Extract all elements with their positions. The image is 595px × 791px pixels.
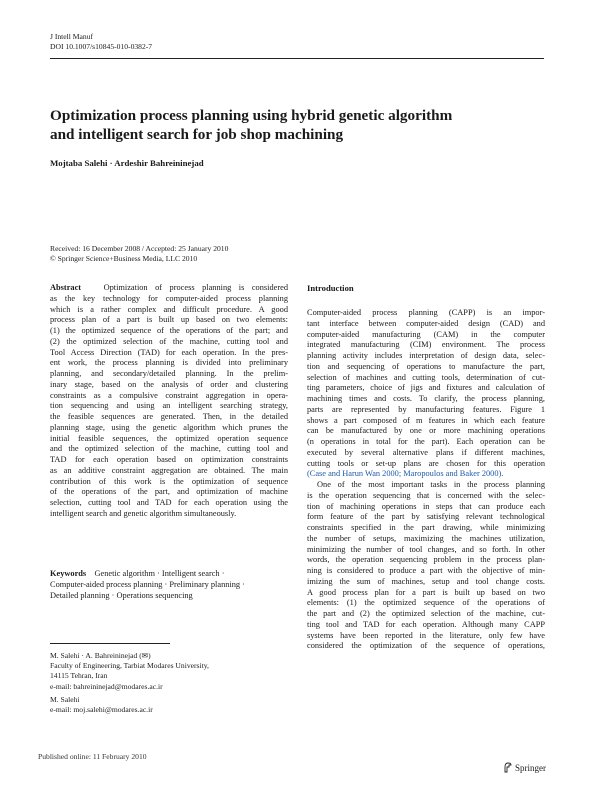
abstract-line: planning stage, using the genetic algorithm which prunes the (50, 422, 288, 432)
abstract-line: selection, cutting tool and TAD for each operation using the (50, 498, 288, 507)
body-line: can be manufactured by one or more machining operations (307, 426, 545, 436)
doi: DOI 10.1007/s10845-010-0382-7 (50, 42, 153, 51)
body-line: minimizing the number of tool changes, and so forth. In other (307, 544, 545, 554)
abstract-line: and the optimized selection of the machine, cutting tool and (50, 444, 288, 454)
abstract-line: as an additive constraint aggregation are obtained. The main (50, 465, 288, 475)
title-line: and intelligent search for job shop machining (50, 126, 344, 143)
springer-horse-icon (503, 762, 512, 773)
intro-paragraph-1 (307, 308, 545, 480)
body-line: systems have been reported in the literature, only few have (307, 630, 545, 640)
abstract-line: which is a rather complex and difficult procedure. A good (50, 304, 288, 314)
abstract (50, 283, 288, 520)
body-line: shows a part composed of m features in which each feature (307, 415, 545, 425)
abstract-line: the feasible sequences are generated. Then, in the detailed (50, 412, 288, 421)
abstract-line: tion sequencing and using an intelligent searching strategy, (50, 401, 288, 411)
affiliation-line: Faculty of Engineering, Tarbiat Modares University, (50, 661, 209, 671)
paper-title (50, 106, 530, 144)
abstract-line: process plan of a part is built up based on two elements: (50, 315, 288, 325)
journal-name: J Intell Manuf (50, 32, 94, 41)
body-line: parts are represented by manufacturing features. Figure 1 (307, 404, 545, 414)
keywords (50, 569, 288, 601)
body-line: tant interface between computer-aided design (CAD) and (307, 318, 545, 328)
affiliation-line: 14115 Tehran, Iran (50, 671, 108, 681)
author-affiliation (50, 651, 209, 715)
body-line: constraints specified in the part drawing, while minimizing (307, 523, 545, 532)
abstract-line: intelligent search and genetic algorithm simultaneously. (50, 508, 237, 518)
publisher-logo (503, 762, 546, 773)
abstract-line: (1) the optimized sequence of the operations of the part; and (50, 326, 288, 335)
body-line: tion and sequencing of operations to manufacture the part, (307, 361, 545, 371)
body-line: selection of machines and cutting tools, determination of cut- (307, 372, 545, 382)
abstract-label: Abstract (50, 283, 82, 292)
abstract-line: constraints as a compulsive constraint aggregation in opera- (50, 390, 288, 400)
body-line: integrated manufacturing (CIM) environment. The process (307, 340, 545, 350)
body-line: ning is considered to produce a part with the objective of min- (307, 566, 545, 575)
abstract-line: as the key technology for computer-aided process planning (50, 293, 288, 303)
publisher-name: Springer (515, 762, 546, 773)
abstract-line: Optimization of process planning is considered (103, 283, 288, 292)
author-list: Mojtaba Salehi · Ardeshir Bahreininejad (50, 158, 204, 168)
body-line: words, the operation sequencing problem in the process plan- (307, 555, 545, 565)
body-line: machining times and costs. To clarify, the process planning, (307, 394, 545, 403)
body-line: A good process plan for a part is built up based on two (307, 587, 545, 597)
keywords-line: Computer-aided process planning · Preliminary planning · (50, 579, 245, 589)
published-online: Published online: 11 February 2010 (38, 752, 147, 761)
affiliation-line: M. Salehi (50, 694, 80, 704)
body-line: executed by several alternative plans if different machines, (307, 447, 545, 457)
abstract-line: ent work, the process planning is divided into preliminary (50, 358, 288, 368)
body-line: is the operation sequencing that is concerned with the selec- (307, 490, 545, 500)
abstract-line: contribution of this work is the optimization of sequence (50, 476, 288, 486)
abstract-line: initial feasible sequences, the optimized operation sequence (50, 433, 288, 443)
keywords-label: Keywords (50, 569, 87, 578)
abstract-line: Tool Access Direction (TAD) for each operation. In the pres- (50, 347, 288, 357)
body-line: computer-aided manufacturing (CAM) in the computer (307, 329, 545, 339)
keywords-line: Genetic algorithm · Intelligent search · (94, 569, 225, 578)
body-line: ting tool and TAD for each operation. Although many CAPP (307, 619, 545, 629)
abstract-line: TAD for each operation based on optimization constraints (50, 455, 288, 464)
abstract-line: planning, and secondary/detailed planning. In the prelim- (50, 369, 288, 378)
body-line: considered the optimization of the sequence of operations, (307, 641, 545, 651)
copyright: © Springer Science+Business Media, LLC 2010 (50, 254, 198, 264)
body-line: tion of machining operations in steps that can produce each (307, 501, 545, 511)
header-rule (50, 58, 544, 59)
body-line: planning activity includes interpretation of design data, selec- (307, 351, 545, 360)
body-line: One of the most important tasks in the process planning (317, 480, 545, 489)
body-line: form feature of the part by satisfying relevant technological (307, 512, 545, 522)
keywords-line: Detailed planning · Operations sequencing (50, 590, 193, 600)
body-line: ting parameters, choice of jigs and fixtures and calculation of (307, 383, 545, 393)
affiliation-line: M. Salehi · A. Bahreininejad (✉) (50, 651, 151, 660)
publication-dates (50, 244, 228, 265)
citation-link[interactable]: (Case and Harun Wan 2000; Maropoulos and Baker 2000). (307, 469, 504, 479)
affiliation-rule (50, 643, 170, 644)
title-line: Optimization process planning using hybrid genetic algorithm (50, 107, 453, 124)
body-line: the part and (2) the optimized selection of the machine, cut- (307, 609, 545, 618)
body-line: (n operations in total for the part). Each operation can be (307, 437, 545, 446)
body-line: the number of setups, maximizing the machines utilization, (307, 533, 545, 543)
body-line: cutting tools or set-up plans are chosen for this operation (307, 458, 545, 468)
intro-paragraph-2 (307, 480, 545, 652)
body-line: elements: (1) the optimized sequence of the operations of (307, 598, 545, 608)
abstract-line: of the operations of the part, and optimization of machine (50, 487, 288, 497)
abstract-line: (2) the optimized selection of the machine, cutting tool and (50, 336, 288, 346)
body-line: imizing the sum of machines, setup and tool change costs. (307, 576, 545, 586)
body-line: Computer-aided process planning (CAPP) is an impor- (307, 308, 545, 317)
section-heading-introduction: Introduction (307, 283, 354, 293)
received-accepted: Received: 16 December 2008 / Accepted: 25 January 2010 (50, 244, 229, 253)
email-link[interactable]: e-mail: bahreininejad@modares.ac.ir (50, 681, 163, 691)
running-header (50, 32, 152, 52)
abstract-line: inary stage, based on the analysis of order and clustering (50, 379, 288, 389)
email-link[interactable]: e-mail: moj.salehi@modares.ac.ir (50, 705, 153, 715)
